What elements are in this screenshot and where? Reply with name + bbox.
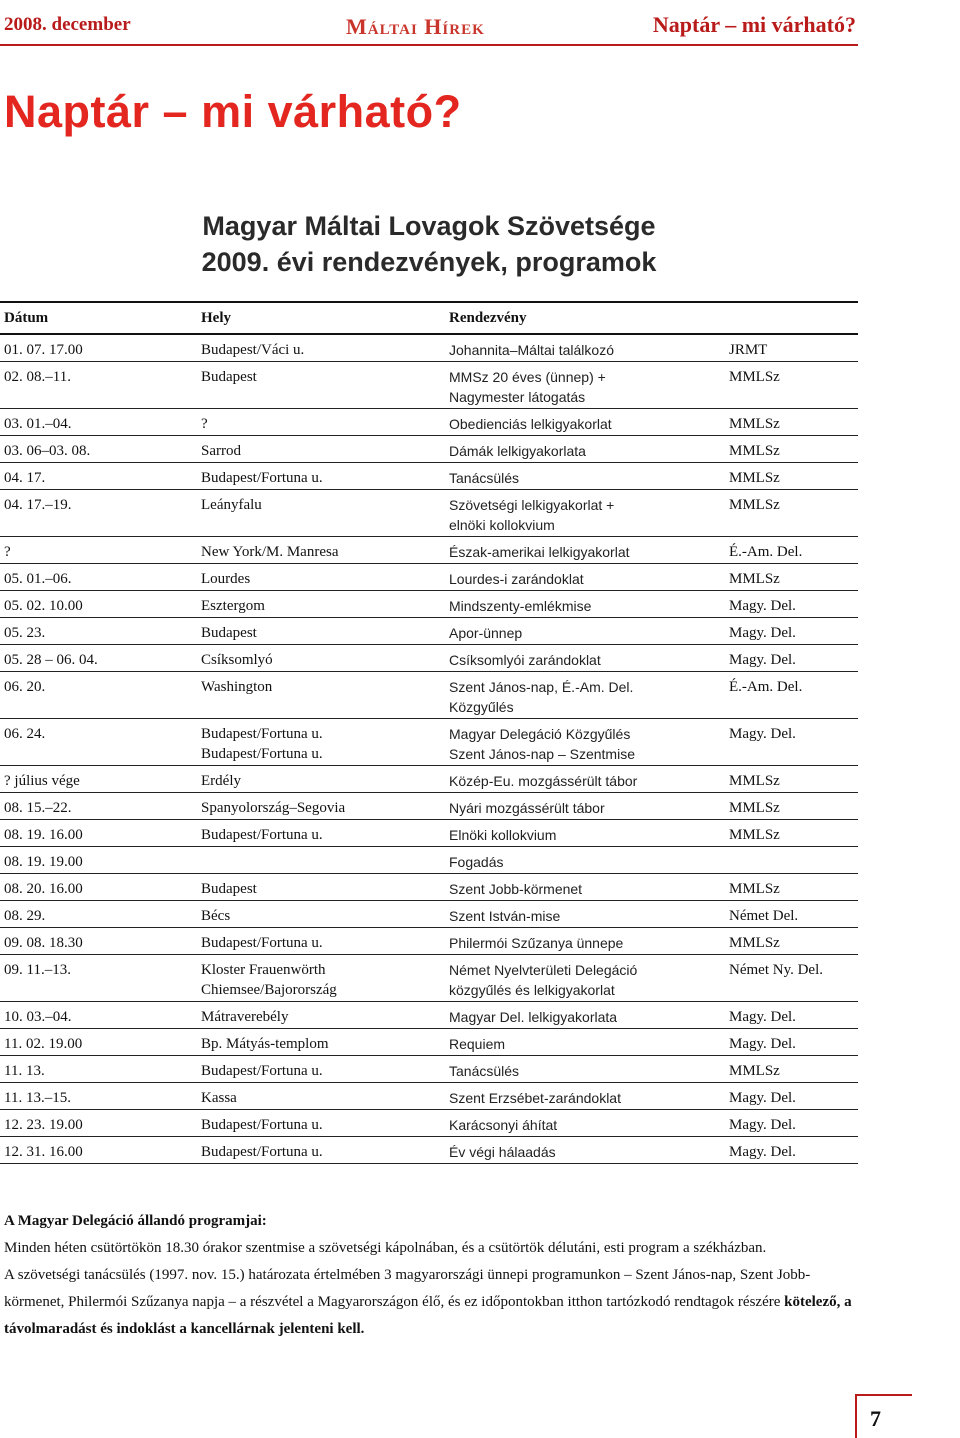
table-header	[0, 301, 858, 335]
cell-event	[449, 623, 729, 643]
table-body	[0, 335, 858, 1164]
cell-place	[201, 852, 449, 872]
cell-event	[449, 414, 729, 434]
cell-place-line: Bp. Mátyás-templom	[201, 1036, 329, 1052]
page-number-frame	[855, 1394, 912, 1438]
cell-place	[201, 623, 449, 643]
cell-event-line: Szent Jobb-körmenet	[449, 881, 583, 897]
table-row	[0, 362, 858, 409]
cell-date	[0, 825, 201, 845]
cell-date-line: ? július vége	[4, 773, 80, 789]
standing-programs-text-2-normal: A szövetségi tanácsülés (1997. nov. 15.) határozata értelmében 3 magyarországi ünnepi programunkon – Szent János-nap, Szent Jobb-körmenet, Philermói Szűzanya napja – a részvétel a Magyarországon élő, és ez időpontokban itthon tartózkodó rendtagok részére	[4, 1267, 811, 1310]
cell-event	[449, 1115, 729, 1135]
cell-org-line: Magy. Del.	[729, 598, 796, 614]
cell-place-line: Budapest/Fortuna u.	[201, 1063, 323, 1079]
cell-place	[201, 495, 449, 535]
cell-place-line: Budapest/Fortuna u.	[201, 470, 323, 486]
cell-org-line: MMLSz	[729, 1063, 780, 1079]
cell-event-line: Szent István-mise	[449, 908, 561, 924]
cell-org	[729, 724, 858, 764]
cell-place	[201, 724, 449, 764]
cell-event	[449, 1088, 729, 1108]
cell-date	[0, 623, 201, 643]
cell-org-line: MMLSz	[729, 470, 780, 486]
cell-org-line: MMLSz	[729, 497, 780, 513]
cell-org	[729, 1061, 858, 1081]
cell-place-line: Budapest	[201, 881, 257, 897]
cell-place	[201, 960, 449, 1000]
cell-place	[201, 1088, 449, 1108]
cell-place-line: New York/M. Manresa	[201, 544, 339, 560]
cell-org-line: É.-Am. Del.	[729, 679, 803, 695]
cell-place	[201, 798, 449, 818]
cell-place	[201, 677, 449, 717]
cell-place	[201, 1061, 449, 1081]
cell-date	[0, 414, 201, 434]
cell-place	[201, 771, 449, 791]
cell-place-line: ?	[201, 416, 208, 432]
cell-place	[201, 1034, 449, 1054]
cell-date-line: 01. 07. 17.00	[4, 342, 83, 358]
cell-place	[201, 1115, 449, 1135]
cell-event-line: Észak-amerikai lelkigyakorlat	[449, 544, 630, 560]
cell-place	[201, 879, 449, 899]
cell-place-line: Chiemsee/Bajorország	[201, 982, 337, 998]
cell-org-line: MMLSz	[729, 935, 780, 951]
cell-event-line: Év végi hálaadás	[449, 1144, 556, 1160]
events-table	[0, 301, 858, 1164]
table-row	[0, 591, 858, 618]
cell-date-line: 08. 29.	[4, 908, 46, 924]
cell-event	[449, 441, 729, 461]
table-row	[0, 463, 858, 490]
cell-event-line: Nagymester látogatás	[449, 389, 586, 405]
cell-org	[729, 340, 858, 360]
cell-event-line: Szent János-nap, É.-Am. Del.	[449, 679, 634, 695]
cell-org	[729, 596, 858, 616]
cell-date	[0, 933, 201, 953]
table-row	[0, 672, 858, 719]
cell-org-line: Magy. Del.	[729, 1009, 796, 1025]
cell-place	[201, 340, 449, 360]
cell-event	[449, 933, 729, 953]
cell-date-line: 04. 17.–19.	[4, 497, 72, 513]
cell-place-line: Kloster Frauenwörth	[201, 962, 326, 978]
cell-place-line: Budapest/Fortuna u.	[201, 935, 323, 951]
cell-org-line: MMLSz	[729, 571, 780, 587]
header-place: Hely	[201, 309, 231, 326]
cell-date-line: 06. 20.	[4, 679, 46, 695]
cell-date-line: 08. 19. 19.00	[4, 854, 83, 870]
cell-place-line: Budapest	[201, 369, 257, 385]
cell-date	[0, 852, 201, 872]
cell-event-line: elnöki kollokvium	[449, 517, 555, 533]
cell-place-line: Budapest/Fortuna u.	[201, 827, 323, 843]
table-row	[0, 436, 858, 463]
section-title: Naptár – mi várható?	[652, 12, 856, 37]
cell-org	[729, 441, 858, 461]
cell-org-line: Német Del.	[729, 908, 799, 924]
cell-org-line: Magy. Del.	[729, 1090, 796, 1106]
cell-date-line: 09. 08. 18.30	[4, 935, 83, 951]
cell-event	[449, 724, 729, 764]
cell-place	[201, 367, 449, 407]
cell-event-line: Mindszenty-emlékmise	[449, 598, 592, 614]
cell-date-line: 10. 03.–04.	[4, 1009, 72, 1025]
cell-org-line: MMLSz	[729, 416, 780, 432]
cell-place-line: Budapest/Fortuna u.	[201, 1117, 323, 1133]
cell-date-line: 09. 11.–13.	[4, 962, 71, 978]
cell-date	[0, 1007, 201, 1027]
cell-date	[0, 771, 201, 791]
cell-event-line: Requiem	[449, 1036, 506, 1052]
cell-event	[449, 798, 729, 818]
cell-event-line: Német Nyelvterületi Delegáció	[449, 962, 638, 978]
cell-event-line: Nyári mozgássérült tábor	[449, 800, 605, 816]
cell-event-line: Elnöki kollokvium	[449, 827, 557, 843]
cell-org	[729, 771, 858, 791]
cell-event-line: Apor-ünnep	[449, 625, 523, 641]
cell-org	[729, 933, 858, 953]
cell-date	[0, 495, 201, 535]
cell-place	[201, 1007, 449, 1027]
cell-place-line: Budapest/Fortuna u.	[201, 1144, 323, 1160]
cell-org-line: Német Ny. Del.	[729, 962, 823, 978]
cell-date-line: 11. 13.	[4, 1063, 45, 1079]
cell-event	[449, 542, 729, 562]
table-row	[0, 1029, 858, 1056]
cell-place-line: Spanyolország–Segovia	[201, 800, 346, 816]
table-row	[0, 874, 858, 901]
cell-org	[729, 414, 858, 434]
table-row	[0, 719, 858, 766]
cell-event	[449, 879, 729, 899]
cell-org	[729, 1034, 858, 1054]
cell-place	[201, 468, 449, 488]
cell-date	[0, 542, 201, 562]
cell-org-line: MMLSz	[729, 443, 780, 459]
header-event: Rendezvény	[449, 309, 527, 326]
cell-event	[449, 367, 729, 407]
cell-date-line: 03. 01.–04.	[4, 416, 72, 432]
cell-place	[201, 933, 449, 953]
cell-date	[0, 724, 201, 764]
page-number: 7	[870, 1406, 881, 1431]
cell-org-line: Magy. Del.	[729, 1036, 796, 1052]
standing-programs-text-1: Minden héten csütörtökön 18.30 órakor szentmise a szövetségi kápolnában, és a csütörtök délutáni, esti program a székházban.	[4, 1240, 767, 1256]
table-row	[0, 955, 858, 1002]
cell-event-line: Obedienciás lelkigyakorlat	[449, 416, 612, 432]
cell-date	[0, 798, 201, 818]
table-row	[0, 901, 858, 928]
cell-org	[729, 1115, 858, 1135]
magazine-name: Máltai Hírek	[346, 14, 485, 39]
table-row	[0, 537, 858, 564]
cell-date-line: 05. 23.	[4, 625, 46, 641]
cell-place-line: Erdély	[201, 773, 241, 789]
cell-event-line: MMSz 20 éves (ünnep) +	[449, 369, 606, 385]
standing-programs-title: A Magyar Delegáció állandó programjai:	[4, 1213, 267, 1229]
cell-org	[729, 623, 858, 643]
table-row	[0, 820, 858, 847]
cell-org	[729, 879, 858, 899]
cell-event-line: Dámák lelkigyakorlata	[449, 443, 586, 459]
table-row	[0, 847, 858, 874]
subtitle-line-1: Magyar Máltai Lovagok Szövetsége	[202, 211, 656, 241]
cell-place	[201, 825, 449, 845]
cell-place-line: Csíksomlyó	[201, 652, 273, 668]
cell-org-line: Magy. Del.	[729, 625, 796, 641]
cell-date	[0, 1142, 201, 1162]
cell-date-line: 08. 19. 16.00	[4, 827, 83, 843]
cell-org-line: MMLSz	[729, 881, 780, 897]
cell-event	[449, 650, 729, 670]
cell-org-line: MMLSz	[729, 827, 780, 843]
cell-date-line: 03. 06–03. 08.	[4, 443, 91, 459]
table-row	[0, 1110, 858, 1137]
cell-date-line: 12. 23. 19.00	[4, 1117, 83, 1133]
cell-event-line: Magyar Del. lelkigyakorlata	[449, 1009, 618, 1025]
cell-date-line: 08. 15.–22.	[4, 800, 72, 816]
standing-programs	[4, 1208, 860, 1343]
cell-place	[201, 441, 449, 461]
cell-date	[0, 650, 201, 670]
cell-date-line: 11. 02. 19.00	[4, 1036, 83, 1052]
cell-place-line: Bécs	[201, 908, 231, 924]
table-row	[0, 793, 858, 820]
cell-org	[729, 1088, 858, 1108]
cell-event-line: Szent János-nap – Szentmise	[449, 746, 635, 762]
cell-org-line: Magy. Del.	[729, 1117, 796, 1133]
cell-date	[0, 596, 201, 616]
cell-place-line: Budapest/Váci u.	[201, 342, 305, 358]
table-row	[0, 1083, 858, 1110]
cell-event	[449, 677, 729, 717]
table-row	[0, 1056, 858, 1083]
cell-org-line: É.-Am. Del.	[729, 544, 803, 560]
table-row	[0, 335, 858, 362]
cell-place-line: Esztergom	[201, 598, 265, 614]
cell-place	[201, 569, 449, 589]
cell-event	[449, 1061, 729, 1081]
cell-event	[449, 468, 729, 488]
cell-event-line: Philermói Szűzanya ünnepe	[449, 935, 624, 951]
cell-org	[729, 569, 858, 589]
cell-place-line: Sarrod	[201, 443, 241, 459]
cell-event	[449, 495, 729, 535]
cell-org	[729, 960, 858, 1000]
issue-date: 2008. december	[4, 14, 131, 35]
cell-org-line: Magy. Del.	[729, 652, 796, 668]
cell-event	[449, 1034, 729, 1054]
cell-date	[0, 340, 201, 360]
cell-date	[0, 569, 201, 589]
cell-date-line: 05. 01.–06.	[4, 571, 72, 587]
cell-event-line: Tanácsülés	[449, 470, 520, 486]
page-title: Naptár – mi várható?	[4, 86, 462, 137]
cell-org	[729, 852, 858, 872]
cell-date	[0, 441, 201, 461]
cell-event	[449, 1142, 729, 1162]
cell-date-line: 04. 17.	[4, 470, 46, 486]
cell-org	[729, 1142, 858, 1162]
cell-date	[0, 1061, 201, 1081]
cell-place-line: Budapest/Fortuna u.	[201, 726, 323, 742]
table-row	[0, 618, 858, 645]
cell-event	[449, 569, 729, 589]
subtitle	[0, 208, 858, 280]
cell-event	[449, 852, 729, 872]
cell-date	[0, 677, 201, 717]
cell-event-line: Csíksomlyói zarándoklat	[449, 652, 601, 668]
table-row	[0, 490, 858, 537]
cell-org-line: JRMT	[729, 342, 768, 358]
cell-date-line: 02. 08.–11.	[4, 369, 71, 385]
table-row	[0, 1002, 858, 1029]
cell-place-line: Washington	[201, 679, 273, 695]
cell-place	[201, 414, 449, 434]
cell-org-line: MMLSz	[729, 800, 780, 816]
cell-event-line: közgyűlés és lelkigyakorlat	[449, 982, 615, 998]
standing-programs-text-2-bold: kötelező, a távolmaradást és indoklást a kancellárnak jelenteni kell.	[4, 1294, 852, 1337]
cell-event	[449, 1007, 729, 1027]
cell-date	[0, 1115, 201, 1135]
standing-programs-text-2	[4, 1262, 860, 1343]
cell-org	[729, 1007, 858, 1027]
cell-org	[729, 468, 858, 488]
cell-org	[729, 825, 858, 845]
cell-event-line: Közép-Eu. mozgássérült tábor	[449, 773, 638, 789]
cell-event-line: Szövetségi lelkigyakorlat +	[449, 497, 615, 513]
cell-place	[201, 906, 449, 926]
cell-event	[449, 596, 729, 616]
cell-date-line: 08. 20. 16.00	[4, 881, 83, 897]
cell-place	[201, 596, 449, 616]
cell-event-line: Közgyűlés	[449, 699, 514, 715]
cell-org-line: MMLSz	[729, 369, 780, 385]
table-row	[0, 564, 858, 591]
cell-event	[449, 825, 729, 845]
cell-place-line: Lourdes	[201, 571, 251, 587]
cell-date	[0, 906, 201, 926]
cell-org	[729, 495, 858, 535]
cell-place-line: Mátraverebély	[201, 1009, 289, 1025]
table-row	[0, 766, 858, 793]
cell-date-line: 05. 28 – 06. 04.	[4, 652, 98, 668]
running-header	[0, 0, 858, 46]
cell-event-line: Lourdes-i zarándoklat	[449, 571, 584, 587]
cell-org	[729, 906, 858, 926]
cell-place-line: Leányfalu	[201, 497, 262, 513]
cell-date	[0, 879, 201, 899]
table-row	[0, 928, 858, 955]
cell-place	[201, 542, 449, 562]
subtitle-line-2: 2009. évi rendezvények, programok	[201, 247, 657, 277]
cell-date-line: 05. 02. 10.00	[4, 598, 83, 614]
cell-org	[729, 798, 858, 818]
cell-org	[729, 650, 858, 670]
cell-date	[0, 960, 201, 1000]
cell-event	[449, 960, 729, 1000]
cell-event	[449, 340, 729, 360]
cell-place-line: Budapest/Fortuna u.	[201, 746, 323, 762]
cell-event-line: Johannita–Máltai találkozó	[449, 342, 614, 358]
cell-date	[0, 468, 201, 488]
cell-place	[201, 1142, 449, 1162]
cell-place	[201, 650, 449, 670]
cell-org	[729, 542, 858, 562]
cell-event-line: Tanácsülés	[449, 1063, 520, 1079]
cell-event	[449, 771, 729, 791]
cell-org	[729, 677, 858, 717]
cell-date	[0, 1034, 201, 1054]
table-row	[0, 409, 858, 436]
cell-place-line: Kassa	[201, 1090, 237, 1106]
cell-date	[0, 367, 201, 407]
cell-event-line: Karácsonyi áhítat	[449, 1117, 558, 1133]
cell-org	[729, 367, 858, 407]
cell-date-line: 12. 31. 16.00	[4, 1144, 83, 1160]
cell-date-line: 11. 13.–15.	[4, 1090, 71, 1106]
cell-event	[449, 906, 729, 926]
cell-org-line: Magy. Del.	[729, 726, 796, 742]
cell-org-line: Magy. Del.	[729, 1144, 796, 1160]
table-row	[0, 645, 858, 672]
cell-date-line: ?	[4, 544, 11, 560]
cell-event-line: Fogadás	[449, 854, 504, 870]
cell-org-line: MMLSz	[729, 773, 780, 789]
cell-date-line: 06. 24.	[4, 726, 46, 742]
cell-event-line: Szent Erzsébet-zarándoklat	[449, 1090, 621, 1106]
table-row	[0, 1137, 858, 1164]
cell-date	[0, 1088, 201, 1108]
cell-place-line: Budapest	[201, 625, 257, 641]
header-date: Dátum	[4, 309, 49, 326]
cell-event-line: Magyar Delegáció Közgyűlés	[449, 726, 631, 742]
